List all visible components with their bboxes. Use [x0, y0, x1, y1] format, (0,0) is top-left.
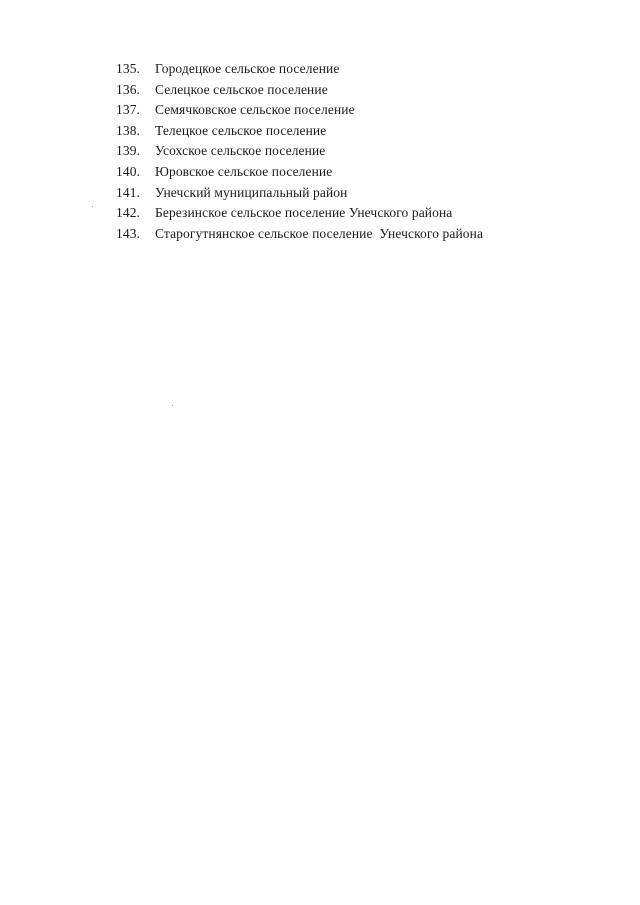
scan-speck [92, 206, 93, 207]
item-text: Усохское сельское поселение [155, 143, 326, 159]
item-text: Унечский муниципальный район [155, 184, 348, 200]
item-number: 140. [116, 163, 141, 179]
item-number: 138. [116, 122, 141, 138]
item-text: Семячковское сельское поселение [155, 102, 355, 118]
list-item [116, 80, 483, 101]
list-item [116, 141, 483, 162]
item-text: Городецкое сельское поселение [155, 61, 340, 76]
settlement-list [116, 59, 483, 244]
list-item [116, 203, 483, 224]
list-item [116, 121, 483, 142]
item-number: 136. [116, 81, 141, 97]
list-item [116, 224, 483, 245]
item-text: Березинское сельское поселение Унечского района [155, 205, 453, 221]
list-item [116, 183, 483, 204]
item-text: Селецкое сельское поселение [155, 81, 328, 97]
item-number: 141. [116, 184, 141, 200]
item-number: 137. [116, 102, 141, 118]
scan-speck [172, 405, 173, 406]
item-number: 139. [116, 143, 141, 159]
item-text: Старогутнянское сельское поселение Унечского района [155, 225, 484, 241]
item-number: 142. [116, 205, 141, 221]
list-item [116, 100, 483, 121]
item-number: 143. [116, 225, 141, 241]
item-number: 135. [116, 61, 141, 76]
list-item [116, 59, 483, 80]
list-item [116, 162, 483, 183]
item-text: Телецкое сельское поселение [155, 122, 327, 138]
item-text: Юровское сельское поселение [155, 163, 333, 179]
